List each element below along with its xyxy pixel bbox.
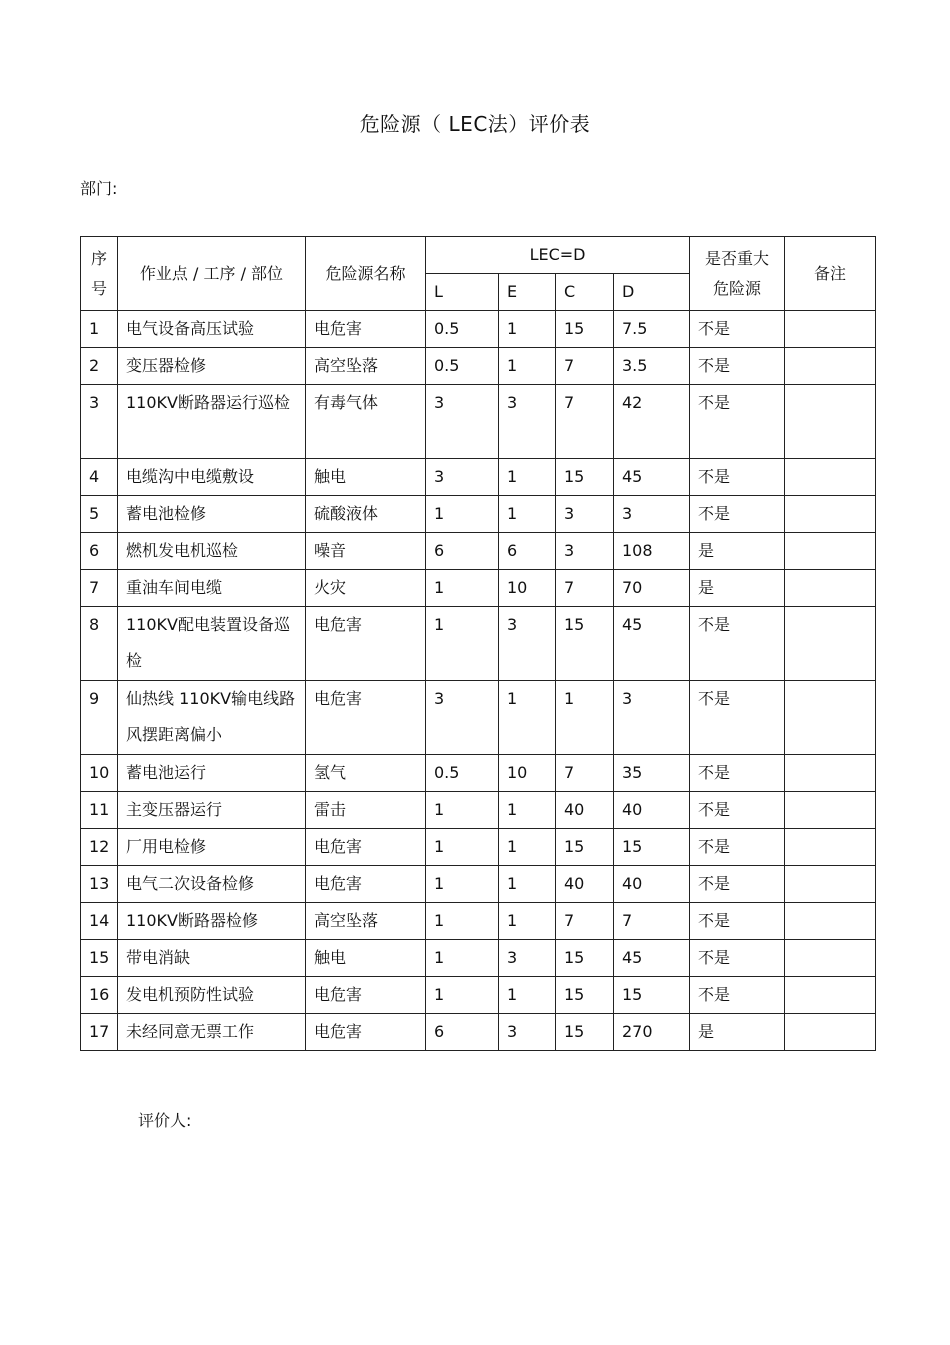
cell-hazard: 电危害 (306, 866, 426, 903)
cell-seq: 5 (81, 496, 118, 533)
cell-c: 7 (556, 570, 614, 607)
cell-work-point: 主变压器运行 (118, 792, 306, 829)
table-row (81, 459, 876, 496)
cell-work-point: 蓄电池检修 (118, 496, 306, 533)
cell-d: 270 (614, 1014, 690, 1051)
cell-d: 3 (614, 496, 690, 533)
cell-e: 3 (499, 607, 556, 681)
cell-e: 6 (499, 533, 556, 570)
cell-remark (785, 681, 876, 755)
cell-seq: 15 (81, 940, 118, 977)
table-row (81, 681, 876, 755)
cell-l: 0.5 (426, 311, 499, 348)
cell-work-point: 仙热线 110KV输电线路风摆距离偏小 (118, 681, 306, 755)
cell-c: 40 (556, 866, 614, 903)
cell-e: 10 (499, 755, 556, 792)
cell-seq: 6 (81, 533, 118, 570)
cell-l: 1 (426, 977, 499, 1014)
cell-hazard: 电危害 (306, 681, 426, 755)
cell-l: 3 (426, 385, 499, 459)
cell-major: 不是 (690, 607, 785, 681)
table-row (81, 792, 876, 829)
cell-work-point: 电气二次设备检修 (118, 866, 306, 903)
cell-c: 7 (556, 903, 614, 940)
cell-work-point: 重油车间电缆 (118, 570, 306, 607)
cell-e: 1 (499, 681, 556, 755)
cell-hazard: 噪音 (306, 533, 426, 570)
header-lec: LEC=D (426, 237, 690, 274)
cell-d: 7.5 (614, 311, 690, 348)
cell-seq: 17 (81, 1014, 118, 1051)
cell-e: 3 (499, 385, 556, 459)
header-major-line1: 是否重大 (705, 248, 770, 268)
cell-major: 不是 (690, 755, 785, 792)
table-row (81, 496, 876, 533)
cell-e: 1 (499, 829, 556, 866)
cell-remark (785, 459, 876, 496)
cell-d: 15 (614, 829, 690, 866)
cell-hazard: 电危害 (306, 829, 426, 866)
cell-seq: 13 (81, 866, 118, 903)
cell-e: 1 (499, 977, 556, 1014)
cell-work-point: 电缆沟中电缆敷设 (118, 459, 306, 496)
cell-seq: 11 (81, 792, 118, 829)
cell-remark (785, 607, 876, 681)
department-label: 部门: (80, 179, 118, 198)
cell-d: 108 (614, 533, 690, 570)
page-title: 危险源（ LEC法）评价表 (359, 112, 591, 136)
cell-major: 是 (690, 1014, 785, 1051)
cell-work-point: 燃机发电机巡检 (118, 533, 306, 570)
cell-major: 不是 (690, 940, 785, 977)
cell-major: 不是 (690, 792, 785, 829)
cell-hazard: 触电 (306, 940, 426, 977)
cell-seq: 1 (81, 311, 118, 348)
cell-d: 3.5 (614, 348, 690, 385)
header-seq-line1: 序 (90, 248, 107, 268)
table-row (81, 1014, 876, 1051)
cell-work-point: 110KV断路器检修 (118, 903, 306, 940)
table-row (81, 607, 876, 681)
table-row (81, 311, 876, 348)
cell-seq: 10 (81, 755, 118, 792)
cell-c: 15 (556, 459, 614, 496)
cell-l: 6 (426, 1014, 499, 1051)
cell-e: 1 (499, 496, 556, 533)
cell-remark (785, 533, 876, 570)
cell-l: 1 (426, 903, 499, 940)
cell-work-point: 带电消缺 (118, 940, 306, 977)
table-row (81, 940, 876, 977)
cell-e: 1 (499, 348, 556, 385)
cell-e: 3 (499, 1014, 556, 1051)
cell-work-point: 未经同意无票工作 (118, 1014, 306, 1051)
cell-work-point: 变压器检修 (118, 348, 306, 385)
table-row (81, 829, 876, 866)
cell-remark (785, 792, 876, 829)
cell-hazard: 硫酸液体 (306, 496, 426, 533)
cell-seq: 14 (81, 903, 118, 940)
cell-seq: 12 (81, 829, 118, 866)
cell-c: 40 (556, 792, 614, 829)
cell-remark (785, 348, 876, 385)
header-seq-line2: 号 (90, 278, 107, 298)
cell-remark (785, 940, 876, 977)
cell-hazard: 高空坠落 (306, 348, 426, 385)
cell-d: 45 (614, 940, 690, 977)
cell-d: 40 (614, 792, 690, 829)
header-d: D (614, 274, 690, 311)
cell-remark (785, 866, 876, 903)
cell-hazard: 电危害 (306, 607, 426, 681)
cell-seq: 4 (81, 459, 118, 496)
cell-remark (785, 385, 876, 459)
cell-work-point: 电气设备高压试验 (118, 311, 306, 348)
cell-c: 15 (556, 311, 614, 348)
cell-major: 不是 (690, 348, 785, 385)
cell-work-point: 厂用电检修 (118, 829, 306, 866)
cell-e: 1 (499, 866, 556, 903)
cell-hazard: 雷击 (306, 792, 426, 829)
cell-major: 是 (690, 533, 785, 570)
cell-l: 0.5 (426, 755, 499, 792)
cell-d: 42 (614, 385, 690, 459)
cell-c: 7 (556, 755, 614, 792)
lec-evaluation-table (80, 236, 876, 1051)
cell-l: 3 (426, 459, 499, 496)
cell-major: 不是 (690, 311, 785, 348)
cell-major: 不是 (690, 681, 785, 755)
header-l: L (426, 274, 499, 311)
cell-hazard: 电危害 (306, 1014, 426, 1051)
table-row (81, 348, 876, 385)
cell-l: 3 (426, 681, 499, 755)
cell-work-point: 110KV配电装置设备巡检 (118, 607, 306, 681)
cell-remark (785, 311, 876, 348)
cell-remark (785, 1014, 876, 1051)
cell-work-point: 发电机预防性试验 (118, 977, 306, 1014)
cell-c: 15 (556, 977, 614, 1014)
cell-l: 1 (426, 607, 499, 681)
cell-e: 1 (499, 459, 556, 496)
cell-l: 1 (426, 496, 499, 533)
cell-d: 70 (614, 570, 690, 607)
cell-seq: 7 (81, 570, 118, 607)
cell-e: 10 (499, 570, 556, 607)
header-remarks: 备注 (785, 237, 876, 311)
cell-seq: 8 (81, 607, 118, 681)
evaluator-label: 评价人: (138, 1111, 192, 1130)
cell-hazard: 电危害 (306, 977, 426, 1014)
cell-seq: 9 (81, 681, 118, 755)
table-row (81, 385, 876, 459)
cell-remark (785, 903, 876, 940)
table-row (81, 755, 876, 792)
table-row (81, 866, 876, 903)
cell-l: 1 (426, 866, 499, 903)
cell-remark (785, 755, 876, 792)
cell-major: 不是 (690, 903, 785, 940)
cell-l: 1 (426, 829, 499, 866)
header-e: E (499, 274, 556, 311)
cell-major: 不是 (690, 496, 785, 533)
cell-l: 1 (426, 940, 499, 977)
cell-d: 35 (614, 755, 690, 792)
header-c: C (556, 274, 614, 311)
cell-c: 1 (556, 681, 614, 755)
cell-remark (785, 829, 876, 866)
cell-l: 1 (426, 570, 499, 607)
cell-c: 3 (556, 533, 614, 570)
cell-d: 40 (614, 866, 690, 903)
table-row (81, 977, 876, 1014)
cell-d: 3 (614, 681, 690, 755)
cell-c: 15 (556, 1014, 614, 1051)
cell-hazard: 电危害 (306, 311, 426, 348)
cell-c: 15 (556, 940, 614, 977)
cell-work-point: 110KV断路器运行巡检 (118, 385, 306, 459)
cell-work-point: 蓄电池运行 (118, 755, 306, 792)
cell-c: 7 (556, 385, 614, 459)
cell-e: 1 (499, 903, 556, 940)
cell-remark (785, 570, 876, 607)
cell-e: 3 (499, 940, 556, 977)
cell-d: 45 (614, 459, 690, 496)
cell-e: 1 (499, 311, 556, 348)
cell-hazard: 高空坠落 (306, 903, 426, 940)
cell-major: 不是 (690, 459, 785, 496)
cell-major: 不是 (690, 977, 785, 1014)
cell-hazard: 有毒气体 (306, 385, 426, 459)
cell-d: 7 (614, 903, 690, 940)
cell-seq: 16 (81, 977, 118, 1014)
cell-major: 不是 (690, 866, 785, 903)
cell-l: 0.5 (426, 348, 499, 385)
cell-c: 15 (556, 607, 614, 681)
cell-e: 1 (499, 792, 556, 829)
cell-l: 1 (426, 792, 499, 829)
table-row (81, 570, 876, 607)
header-hazard-name: 危险源名称 (306, 237, 426, 311)
cell-seq: 3 (81, 385, 118, 459)
cell-major: 不是 (690, 385, 785, 459)
cell-c: 3 (556, 496, 614, 533)
cell-c: 15 (556, 829, 614, 866)
table-row (81, 533, 876, 570)
cell-seq: 2 (81, 348, 118, 385)
header-work-point: 作业点 / 工序 / 部位 (118, 237, 306, 311)
cell-l: 6 (426, 533, 499, 570)
cell-d: 15 (614, 977, 690, 1014)
header-major-hazard (690, 237, 785, 311)
header-major-line2: 危险源 (713, 278, 762, 298)
header-seq (81, 237, 118, 311)
cell-c: 7 (556, 348, 614, 385)
cell-d: 45 (614, 607, 690, 681)
cell-remark (785, 977, 876, 1014)
table-row (81, 903, 876, 940)
cell-major: 是 (690, 570, 785, 607)
cell-hazard: 火灾 (306, 570, 426, 607)
cell-hazard: 氢气 (306, 755, 426, 792)
cell-major: 不是 (690, 829, 785, 866)
cell-remark (785, 496, 876, 533)
cell-hazard: 触电 (306, 459, 426, 496)
